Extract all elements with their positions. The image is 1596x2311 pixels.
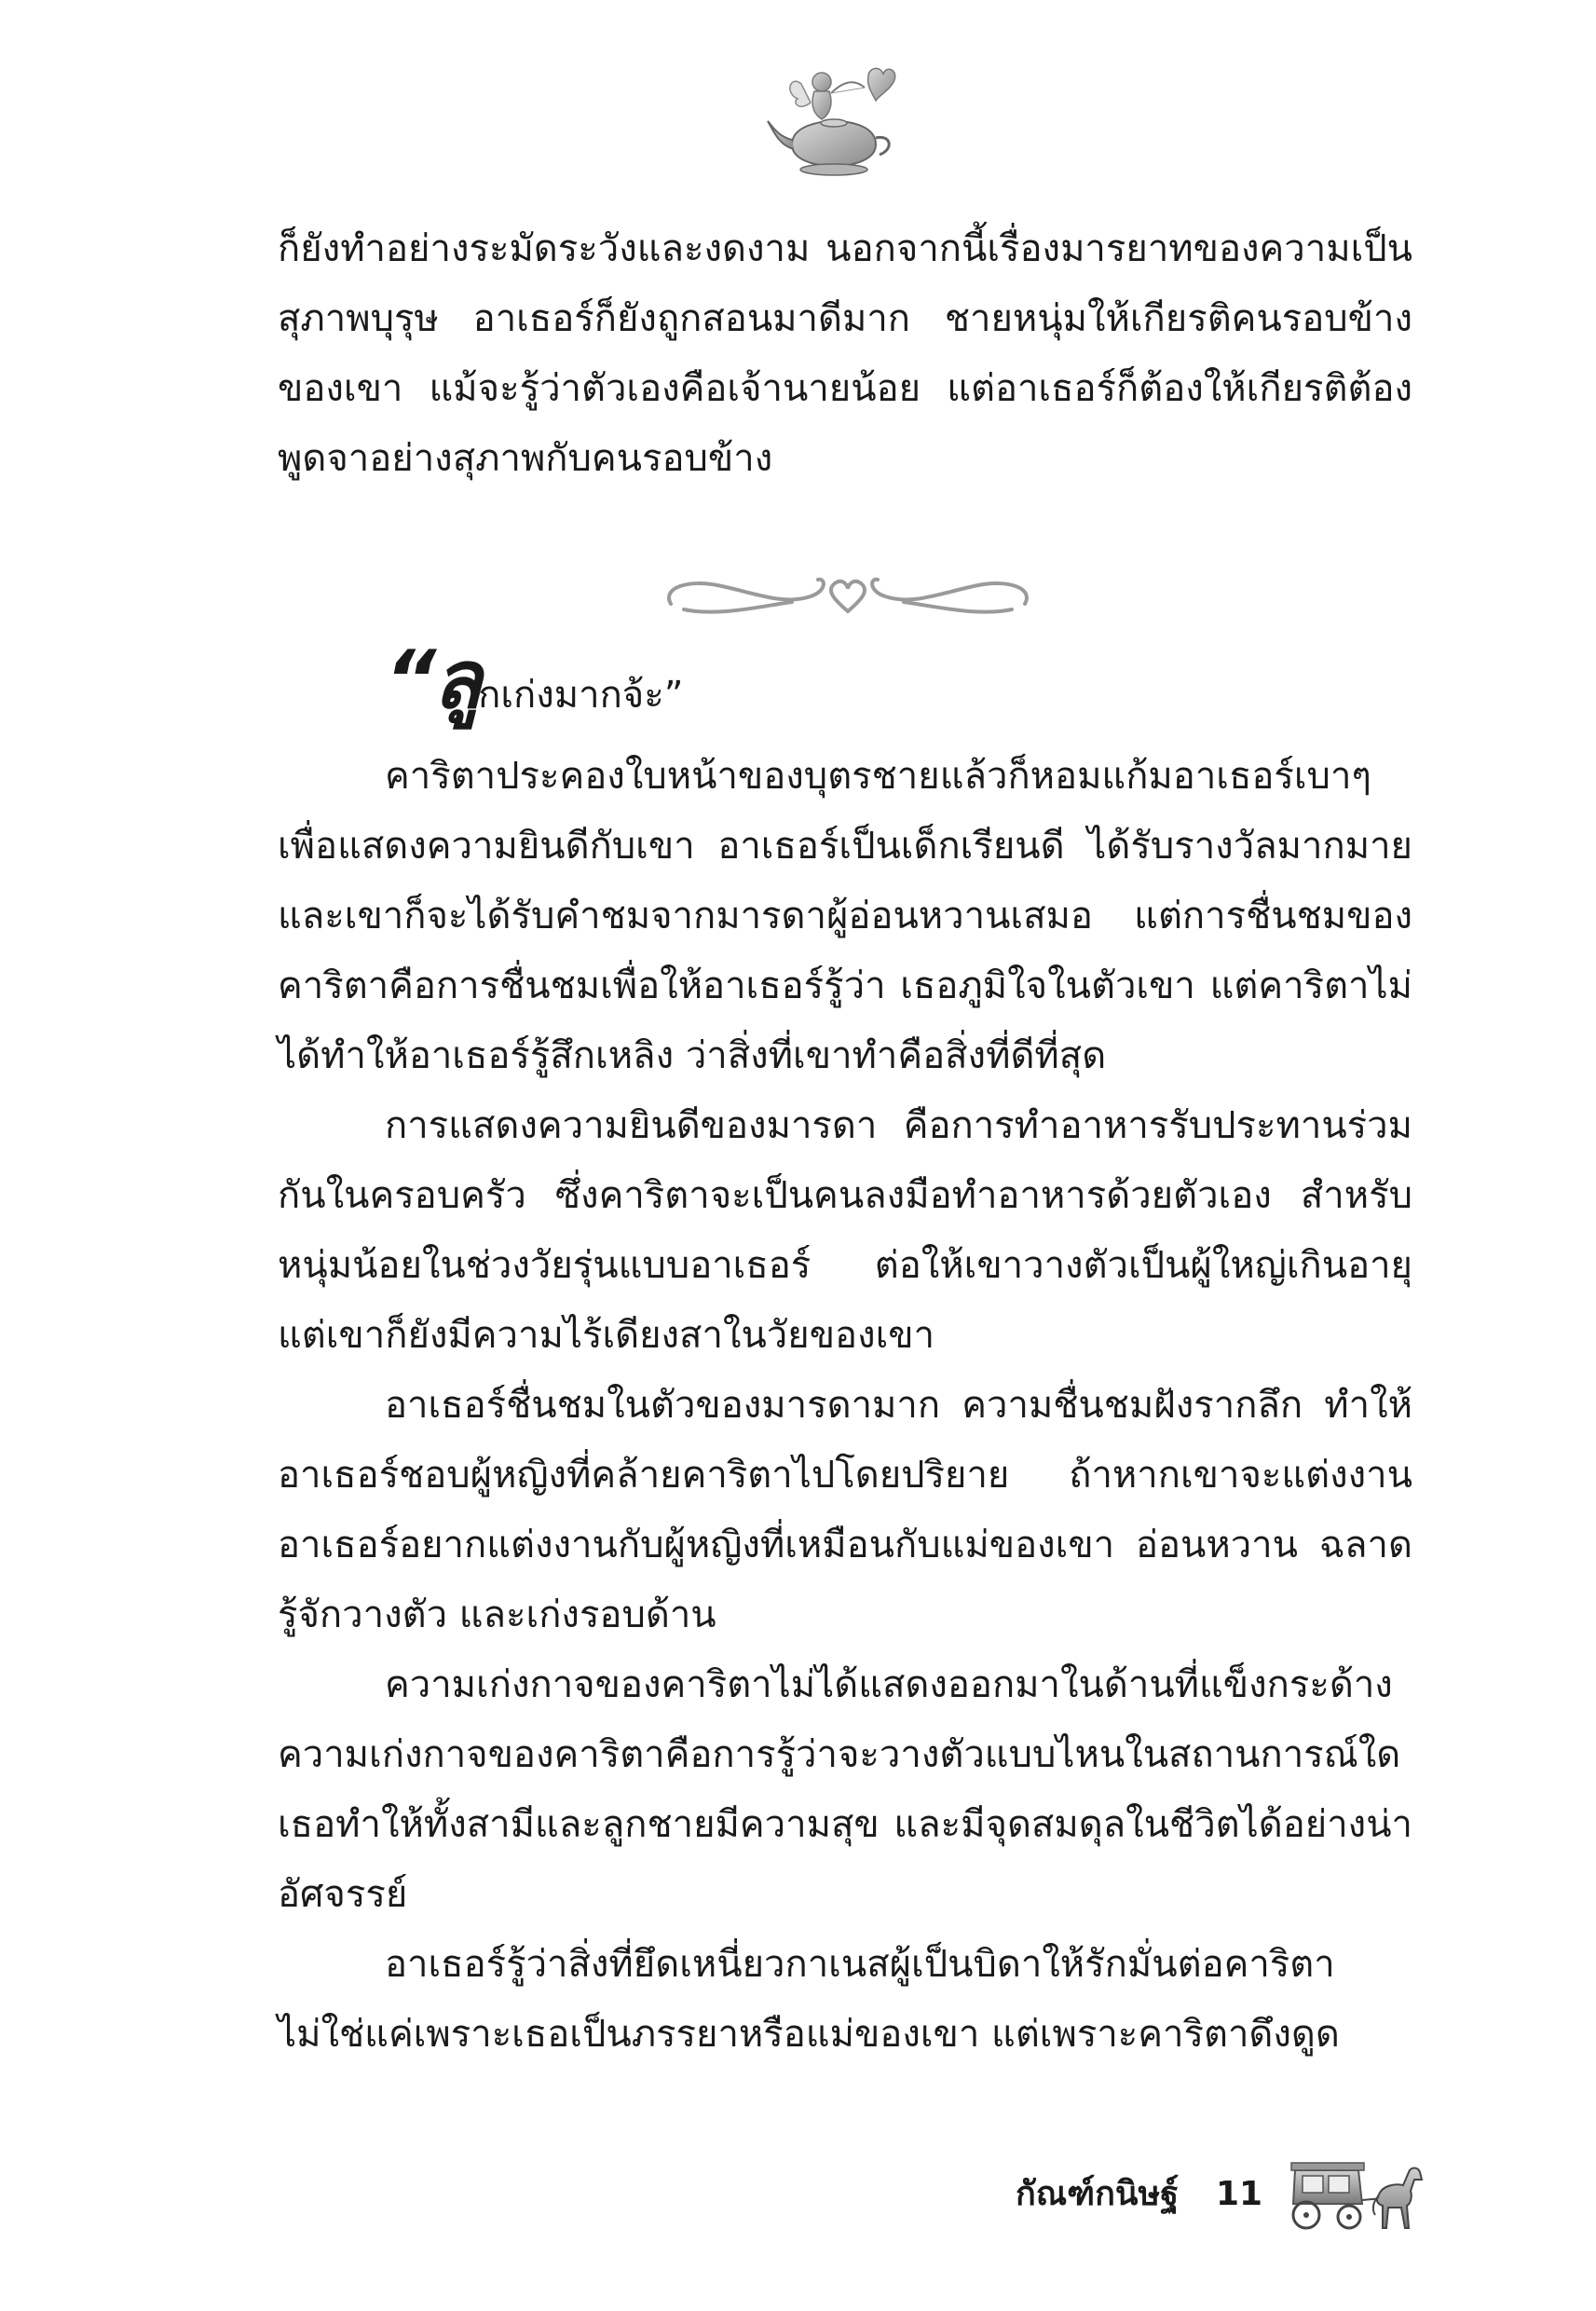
dialogue-text: กเก่งมากจ้ะ” (478, 674, 684, 717)
cupid-teapot-icon (764, 56, 904, 186)
dialogue-line (278, 634, 1412, 742)
drop-cap: “ลู (385, 634, 479, 727)
page-footer (1016, 2148, 1425, 2241)
book-title: กัณฑ์กนิษฐ์ (1016, 2175, 1180, 2213)
paragraph: การแสดงความยินดีของมารดา คือการทำอาหารรับประทานร่วมกันในครอบครัว ซึ่งคาริตาจะเป็นคนลงมือทำอาหารด้วยตัวเอง สำหรับหนุ่มน้อยในช่วงวัยรุ่นแบบอาเธอร์ ต่อให้เขาวางตัวเป็นผู้ใหญ่เกินอายุ แต่เขาก็ยังมีความไร้เดียงสาในวัยของเขา (278, 1104, 1412, 1357)
paragraph: คาริตาประคองใบหน้าของบุตรชายแล้วก็หอมแก้มอาเธอร์เบาๆ เพื่อแสดงความยินดีกับเขา อาเธอร์เป็นเด็กเรียนดี ได้รับรางวัลมากมาย และเขาก็จะได้รับคำชมจากมารดาผู้อ่อนหวานเสมอ แต่การชื่นชมของคาริตาคือการชื่นชมเพื่อให้อาเธอร์รู้ว่า เธอภูมิใจในตัวเขา แต่คาริตาไม่ได้ทำให้อาเธอร์รู้สึกเหลิง ว่าสิ่งที่เขาทำคือสิ่งที่ดีที่สุด (278, 755, 1412, 1077)
main-text (278, 634, 1412, 2070)
heart-flourish-divider-icon (652, 559, 1044, 634)
paragraph: อาเธอร์รู้ว่าสิ่งที่ยึดเหนี่ยวกาเนสผู้เป็นบิดาให้รักมั่นต่อคาริตาไม่ใช่แค่เพราะเธอเป็นภรรยาหรือแม่ของเขา แต่เพราะคาริตาดึงดูด (278, 1943, 1340, 2056)
paragraph: อาเธอร์ชื่นชมในตัวของมารดามาก ความชื่นชมฝังรากลึก ทำให้อาเธอร์ชอบผู้หญิงที่คล้ายคาริตาไปโดยปริยาย ถ้าหากเขาจะแต่งงาน อาเธอร์อยากแต่งงานกับผู้หญิงที่เหมือนกับแม่ของเขา อ่อนหวาน ฉลาด รู้จักวางตัว และเก่งรอบด้าน (278, 1384, 1412, 1636)
paragraph-continued: ก็ยังทำอย่างระมัดระวังและงดงาม นอกจากนี้เรื่องมารยาทของความเป็นสุภาพบุรุษ อาเธอร์ก็ยังถูกสอนมาดีมาก ชายหนุ่มให้เกียรติคนรอบข้างของเขา แม้จะรู้ว่าตัวเองคือเจ้านายน้อย แต่อาเธอร์ก็ต้องให้เกียรติต้องพูดจาอย่างสุภาพกับคนรอบข้าง (278, 227, 1412, 480)
paragraph: ความเก่งกาจของคาริตาไม่ได้แสดงออกมาในด้านที่แข็งกระด้าง ความเก่งกาจของคาริตาคือการรู้ว่าจะวางตัวแบบไหนในสถานการณ์ใด เธอทำให้ทั้งสามีและลูกชายมีความสุข และมีจุดสมดุลในชีวิตได้อย่างน่าอัศจรรย์ (278, 1663, 1412, 1916)
page-number: 11 (1216, 2175, 1263, 2213)
horse-carriage-icon (1286, 2148, 1425, 2236)
continued-paragraph (278, 214, 1412, 494)
